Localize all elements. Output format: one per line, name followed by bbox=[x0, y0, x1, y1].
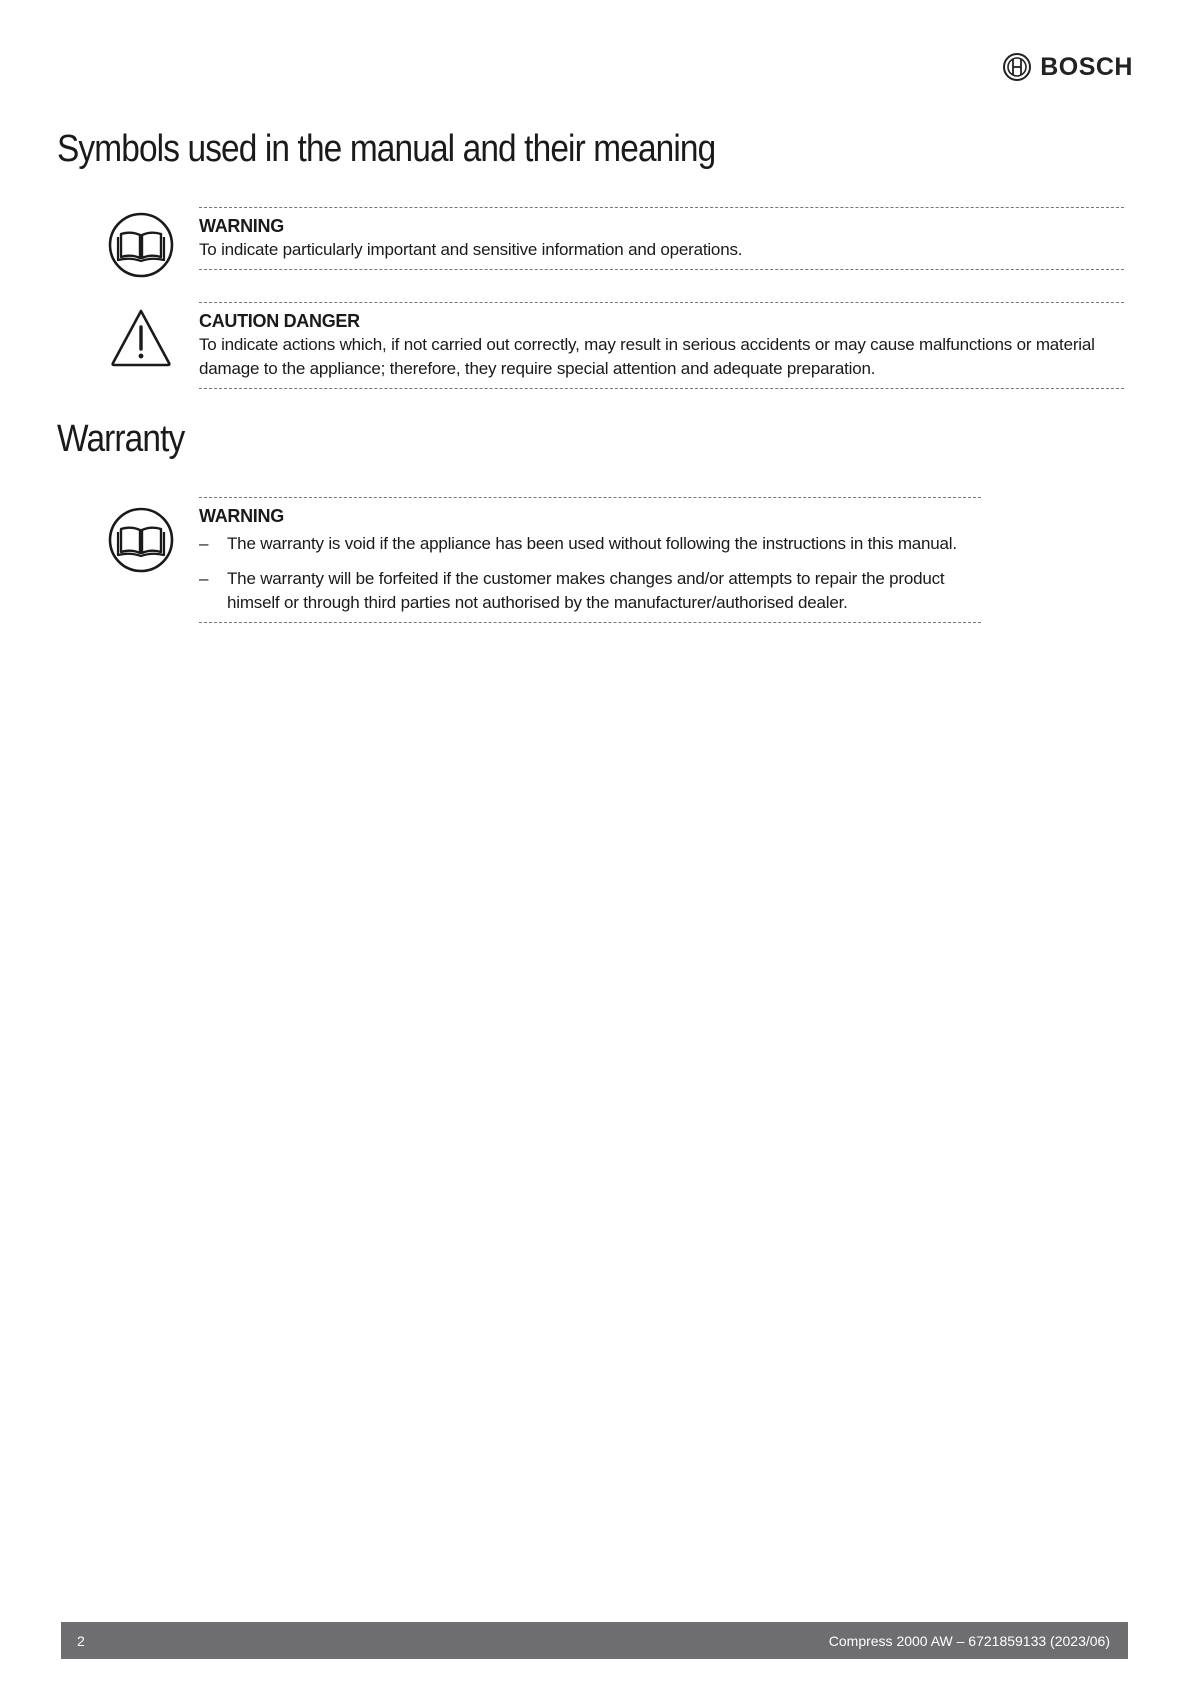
symbols-warning-notice bbox=[199, 207, 1124, 270]
list-item bbox=[199, 567, 981, 615]
page-footer bbox=[61, 1622, 1128, 1659]
symbols-caution-notice bbox=[199, 302, 1124, 389]
bullet-text: The warranty is void if the appliance has been used without following the instructions in this manual. bbox=[227, 534, 957, 553]
warranty-warning-label: WARNING bbox=[199, 506, 284, 526]
list-item bbox=[199, 532, 981, 556]
brand-name: BOSCH bbox=[1040, 52, 1133, 81]
bullet-dash: – bbox=[199, 569, 209, 588]
warning-triangle-icon bbox=[108, 305, 174, 371]
manual-book-icon bbox=[108, 507, 174, 573]
bosch-armature-icon bbox=[1002, 52, 1032, 82]
warranty-bullet-list bbox=[199, 532, 981, 615]
warning-label: WARNING bbox=[199, 216, 284, 236]
page-number: 2 bbox=[77, 1632, 85, 1649]
bullet-dash: – bbox=[199, 534, 209, 553]
warning-text: To indicate particularly important and sensitive information and operations. bbox=[199, 240, 743, 259]
warranty-warning-notice bbox=[199, 497, 981, 623]
warranty-section-title: Warranty bbox=[57, 418, 185, 460]
caution-text: To indicate actions which, if not carried out correctly, may result in serious accidents or may cause malfunctions or material damage to the appliance; therefore, they require special attention and adequate preparation. bbox=[199, 335, 1095, 378]
manual-book-icon bbox=[108, 212, 174, 278]
document-reference: Compress 2000 AW – 6721859133 (2023/06) bbox=[828, 1632, 1110, 1649]
caution-label: CAUTION DANGER bbox=[199, 311, 360, 331]
symbols-section-title: Symbols used in the manual and their meaning bbox=[57, 128, 716, 170]
brand-logo bbox=[1002, 52, 1133, 82]
bullet-text: The warranty will be forfeited if the customer makes changes and/or attempts to repair the product himself or through third parties not authorised by the manufacturer/authorised dealer. bbox=[227, 569, 945, 612]
